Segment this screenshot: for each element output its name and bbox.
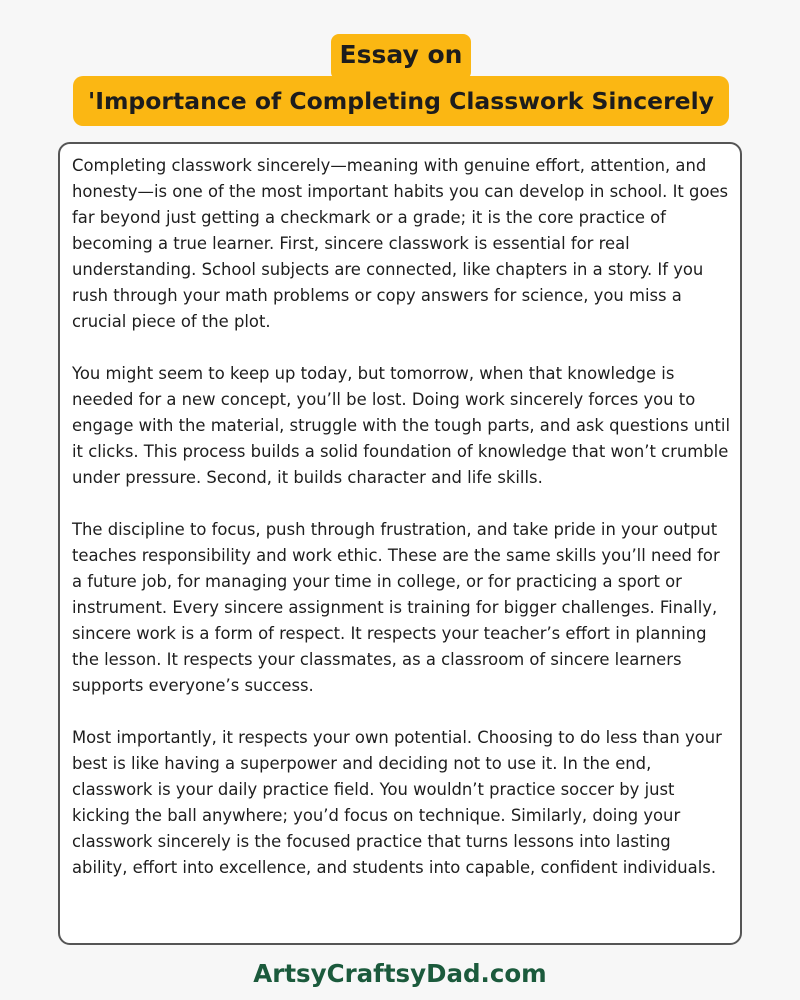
footer-site-name: ArtsyCraftsyDad.com <box>253 959 547 988</box>
title-line-1: Essay on <box>331 34 471 80</box>
essay-paragraph-2: You might seem to keep up today, but tomorrow, when that knowledge is needed for a new concept, you’ll be lost. Doing work sincerely forces you to engage with the material, struggle with the tough parts, and ask questions until it clicks. This process builds a solid foundation of knowledge that won’t crumble under pressure. Second, it builds character and life skills. <box>72 364 731 487</box>
essay-paragraph-4: Most importantly, it respects your own potential. Choosing to do less than your best is like having a superpower and deciding not to use it. In the end, classwork is your daily practice field. You wouldn’t practice soccer by just kicking the ball anywhere; you’d focus on technique. Similarly, doing your classwork sincerely is the focused practice that turns lessons into lasting ability, effort into excellence, and students into capable, confident individuals. <box>72 728 722 877</box>
essay-box <box>58 142 742 945</box>
title-line-2: 'Importance of Completing Classwork Sincerely <box>73 76 729 126</box>
essay-paragraph-1: Completing classwork sincerely—meaning with genuine effort, attention, and honesty—is one of the most important habits you can develop in school. It goes far beyond just getting a checkmark or a grade; it is the core practice of becoming a true learner. First, sincere classwork is essential for real understanding. School subjects are connected, like chapters in a story. If you rush through your math problems or copy answers for science, you miss a crucial piece of the plot. <box>72 156 729 331</box>
essay-paragraph-3: The discipline to focus, push through frustration, and take pride in your output teaches responsibility and work ethic. These are the same skills you’ll need for a future job, for managing your time in college, or for practicing a sport or instrument. Every sincere assignment is training for bigger challenges. Finally, sincere work is a form of respect. It respects your teacher’s effort in planning the lesson. It respects your classmates, as a classroom of sincere learners supports everyone’s success. <box>72 520 720 695</box>
